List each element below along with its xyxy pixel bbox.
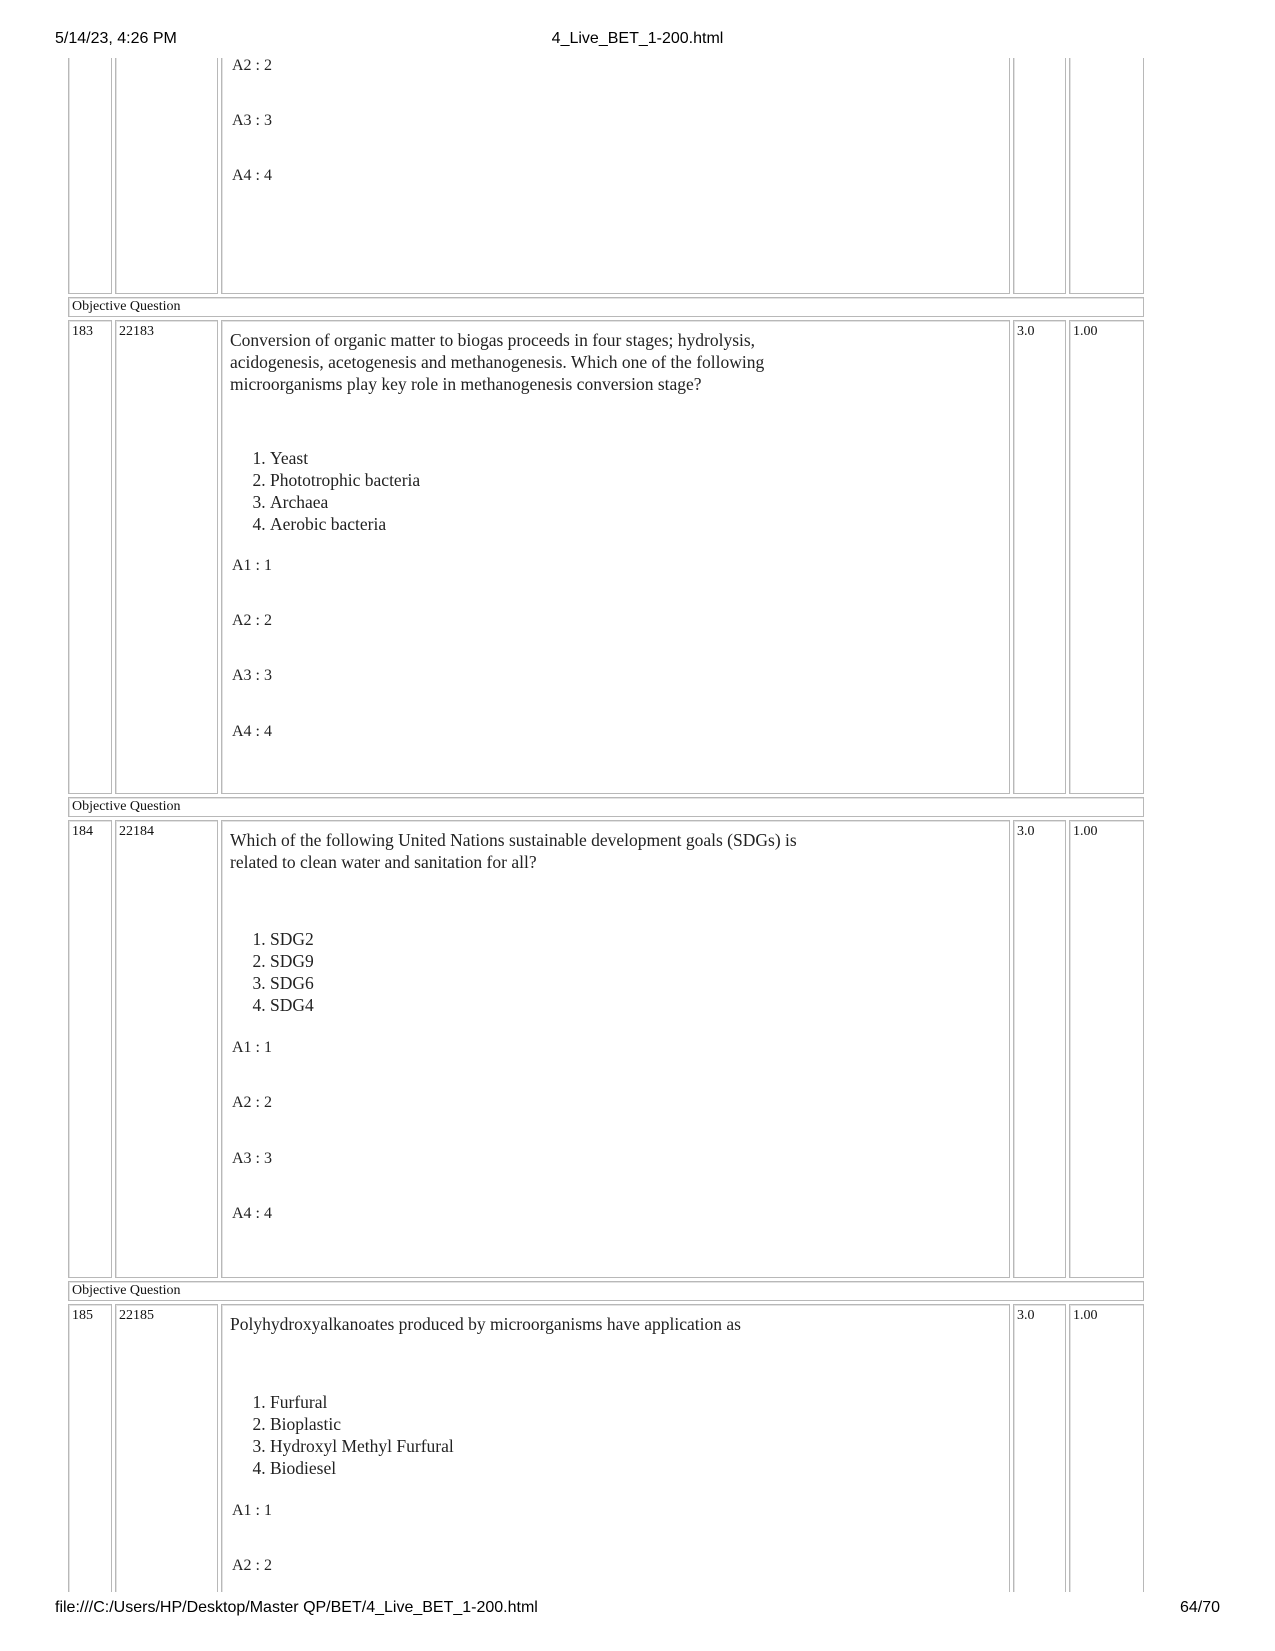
option-item: 2. SDG9: [270, 950, 314, 972]
prev-question-cell: [221, 58, 1010, 294]
question-type-label: Objective Question: [68, 1281, 1144, 1301]
question-body: [221, 820, 1010, 1278]
option-item: 2. Bioplastic: [270, 1413, 454, 1435]
answer-1: A1 : 1: [232, 1502, 272, 1519]
prev-answer-3: A3 : 3: [232, 112, 272, 129]
answer-1: A1 : 1: [232, 1039, 272, 1056]
question-id: 22184: [115, 820, 218, 1278]
answer-3: A3 : 3: [232, 1150, 272, 1167]
prev-answer-4: A4 : 4: [232, 167, 272, 184]
option-list: [230, 1391, 454, 1479]
question-id: 22185: [115, 1304, 218, 1592]
print-title: 4_Live_BET_1-200.html: [551, 30, 724, 47]
marks-cell: 3.0: [1013, 820, 1066, 1278]
negative-marks-cell: 1.00: [1069, 320, 1144, 794]
marks-cell: 3.0: [1013, 320, 1066, 794]
question-body: [221, 320, 1010, 794]
question-text: Conversion of organic matter to biogas proceeds in four stages; hydrolysis, acidogenesis, acetogenesis and methanogenesis. Which one of the following microorganisms play key role in methanogenesis conversion stage?: [230, 330, 765, 394]
option-item: 1. SDG2: [270, 928, 314, 950]
option-item: 4. Biodiesel: [270, 1457, 454, 1479]
question-body: [221, 1304, 1010, 1592]
question-type-label: Objective Question: [68, 297, 1144, 317]
option-item: 1. Yeast: [270, 447, 420, 469]
question-number: 184: [68, 820, 112, 1278]
option-item: 4. Aerobic bacteria: [270, 513, 420, 535]
prev-answer-2: A2 : 2: [232, 58, 272, 74]
option-list: [230, 447, 420, 535]
option-item: 1. Furfural: [270, 1391, 454, 1413]
print-page-number: 64/70: [1179, 1599, 1220, 1616]
question-table: [68, 58, 1205, 1592]
answer-4: A4 : 4: [232, 1205, 272, 1222]
question-id: 22183: [115, 320, 218, 794]
option-item: 3. SDG6: [270, 972, 314, 994]
question-number: 183: [68, 320, 112, 794]
answer-2: A2 : 2: [232, 1557, 272, 1574]
option-item: 3. Hydroxyl Methyl Furfural: [270, 1435, 454, 1457]
print-datetime: 5/14/23, 4:26 PM: [55, 30, 177, 47]
question-text: Which of the following United Nations sustainable development goals (SDGs) is related to clean water and sanitation for all?: [230, 830, 797, 872]
option-list: [230, 928, 314, 1016]
answer-3: A3 : 3: [232, 667, 272, 684]
negative-marks-cell: 1.00: [1069, 1304, 1144, 1592]
answer-4: A4 : 4: [232, 723, 272, 740]
prev-sno-cell: [68, 58, 112, 294]
prev-marks-cell: [1013, 58, 1066, 294]
answer-2: A2 : 2: [232, 1094, 272, 1111]
option-item: 3. Archaea: [270, 491, 420, 513]
question-number: 185: [68, 1304, 112, 1592]
prev-qid-cell: [115, 58, 218, 294]
marks-cell: 3.0: [1013, 1304, 1066, 1592]
question-type-label: Objective Question: [68, 797, 1144, 817]
answer-1: A1 : 1: [232, 557, 272, 574]
answer-2: A2 : 2: [232, 612, 272, 629]
question-text: Polyhydroxyalkanoates produced by microorganisms have application as: [230, 1314, 741, 1334]
option-item: 4. SDG4: [270, 994, 314, 1016]
option-item: 2. Phototrophic bacteria: [270, 469, 420, 491]
print-file-path: file:///C:/Users/HP/Desktop/Master QP/BET/4_Live_BET_1-200.html: [55, 1599, 538, 1616]
prev-negative-cell: [1069, 58, 1144, 294]
negative-marks-cell: 1.00: [1069, 820, 1144, 1278]
